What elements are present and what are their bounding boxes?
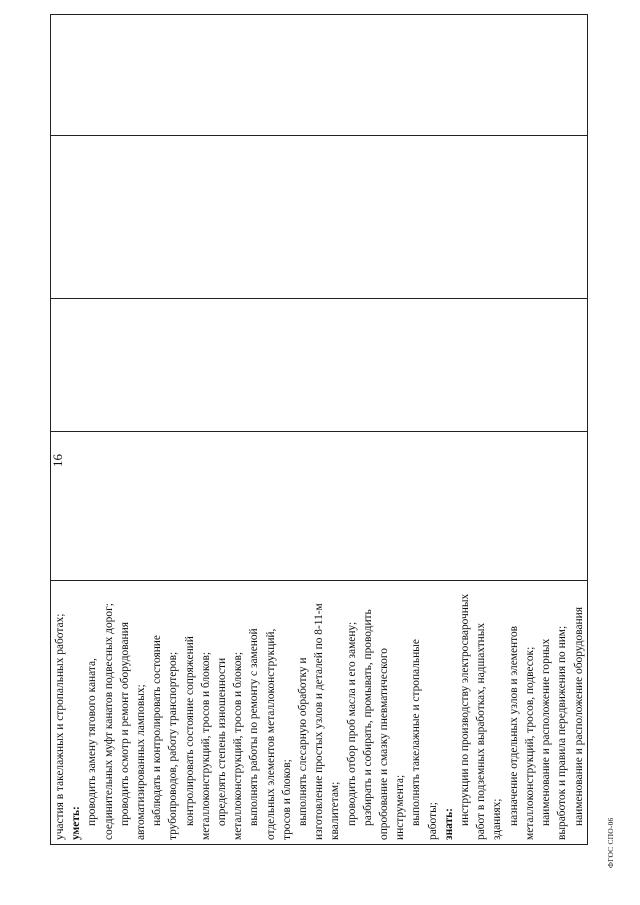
content-line: зданиях; <box>491 798 504 840</box>
content-line: инструкции по производству электросварочных <box>459 593 472 826</box>
content-line: выполнять работы по ремонту с заменой <box>248 628 261 826</box>
content-line: опробование и смазку пневматического <box>378 648 391 840</box>
content-line: соединительных муфт канатов подвесных дорог; <box>102 603 115 840</box>
content-line: проводить осмотр и ремонт оборудования <box>118 622 131 826</box>
rotated-table-frame <box>50 20 585 845</box>
content-line: участия в такелажных и стропальных работах; <box>54 613 66 840</box>
content-line: уметь: <box>70 806 83 840</box>
table-cell-empty <box>51 299 588 432</box>
content-line: выполнять слесарную обработку и <box>297 657 310 826</box>
content-line: металлоконструкций, тросов и блоков; <box>232 651 245 840</box>
content-line: наименование и расположение горных <box>540 638 553 826</box>
table-cell-empty <box>51 136 588 299</box>
content-line: разбирать и собирать, промывать, проводить <box>361 609 374 826</box>
content-line: знать: <box>442 808 455 840</box>
table-cell-content <box>51 581 588 845</box>
content-line: выработок и правила передвижения по ним; <box>556 625 569 840</box>
content-line: квалитетам; <box>329 781 342 840</box>
content-line: трубопроводов, работу транспортеров; <box>167 651 180 840</box>
footer-code: ФГОС СПО-06 <box>606 817 615 868</box>
content-line: определять степень изношенности <box>216 657 229 826</box>
content-line: работы; <box>426 802 439 840</box>
content-line: назначение отдельных узлов и элементов <box>507 625 520 826</box>
content-line: работ в подземных выработках, надшахтных <box>475 622 488 840</box>
content-line: выполнять такелажные и стропальные <box>410 639 423 826</box>
content-line: металлоконструкций, тросов и блоков; <box>199 651 212 840</box>
content-line: тросов и блоков; <box>280 759 293 840</box>
content-line: проводить замену тягового каната, <box>86 658 99 826</box>
content-line: изготовление простых узлов и деталей по 8-11-м <box>313 603 326 840</box>
content-line: наблюдать и контролировать состояние <box>151 635 164 826</box>
competency-table <box>50 14 588 845</box>
content-line: инструмента; <box>394 774 407 840</box>
page-number: 16 <box>50 454 65 467</box>
content-line: автоматизированных ламповых; <box>135 684 148 840</box>
content-line: контролировать состояние сопряжений <box>183 636 196 826</box>
content-line: наименование и расположение оборудования <box>572 607 585 826</box>
landscape-content <box>50 20 585 845</box>
table-cell-empty <box>51 15 588 136</box>
content-text <box>51 581 587 844</box>
content-line: отдельных элементов металлоконструкций, <box>264 628 277 840</box>
content-line: проводить отбор проб масла и его замену; <box>345 621 358 826</box>
table-cell-empty <box>51 432 588 581</box>
table-row <box>51 15 588 845</box>
content-line: металлоконструкций, тросов, подвесок; <box>523 646 536 840</box>
